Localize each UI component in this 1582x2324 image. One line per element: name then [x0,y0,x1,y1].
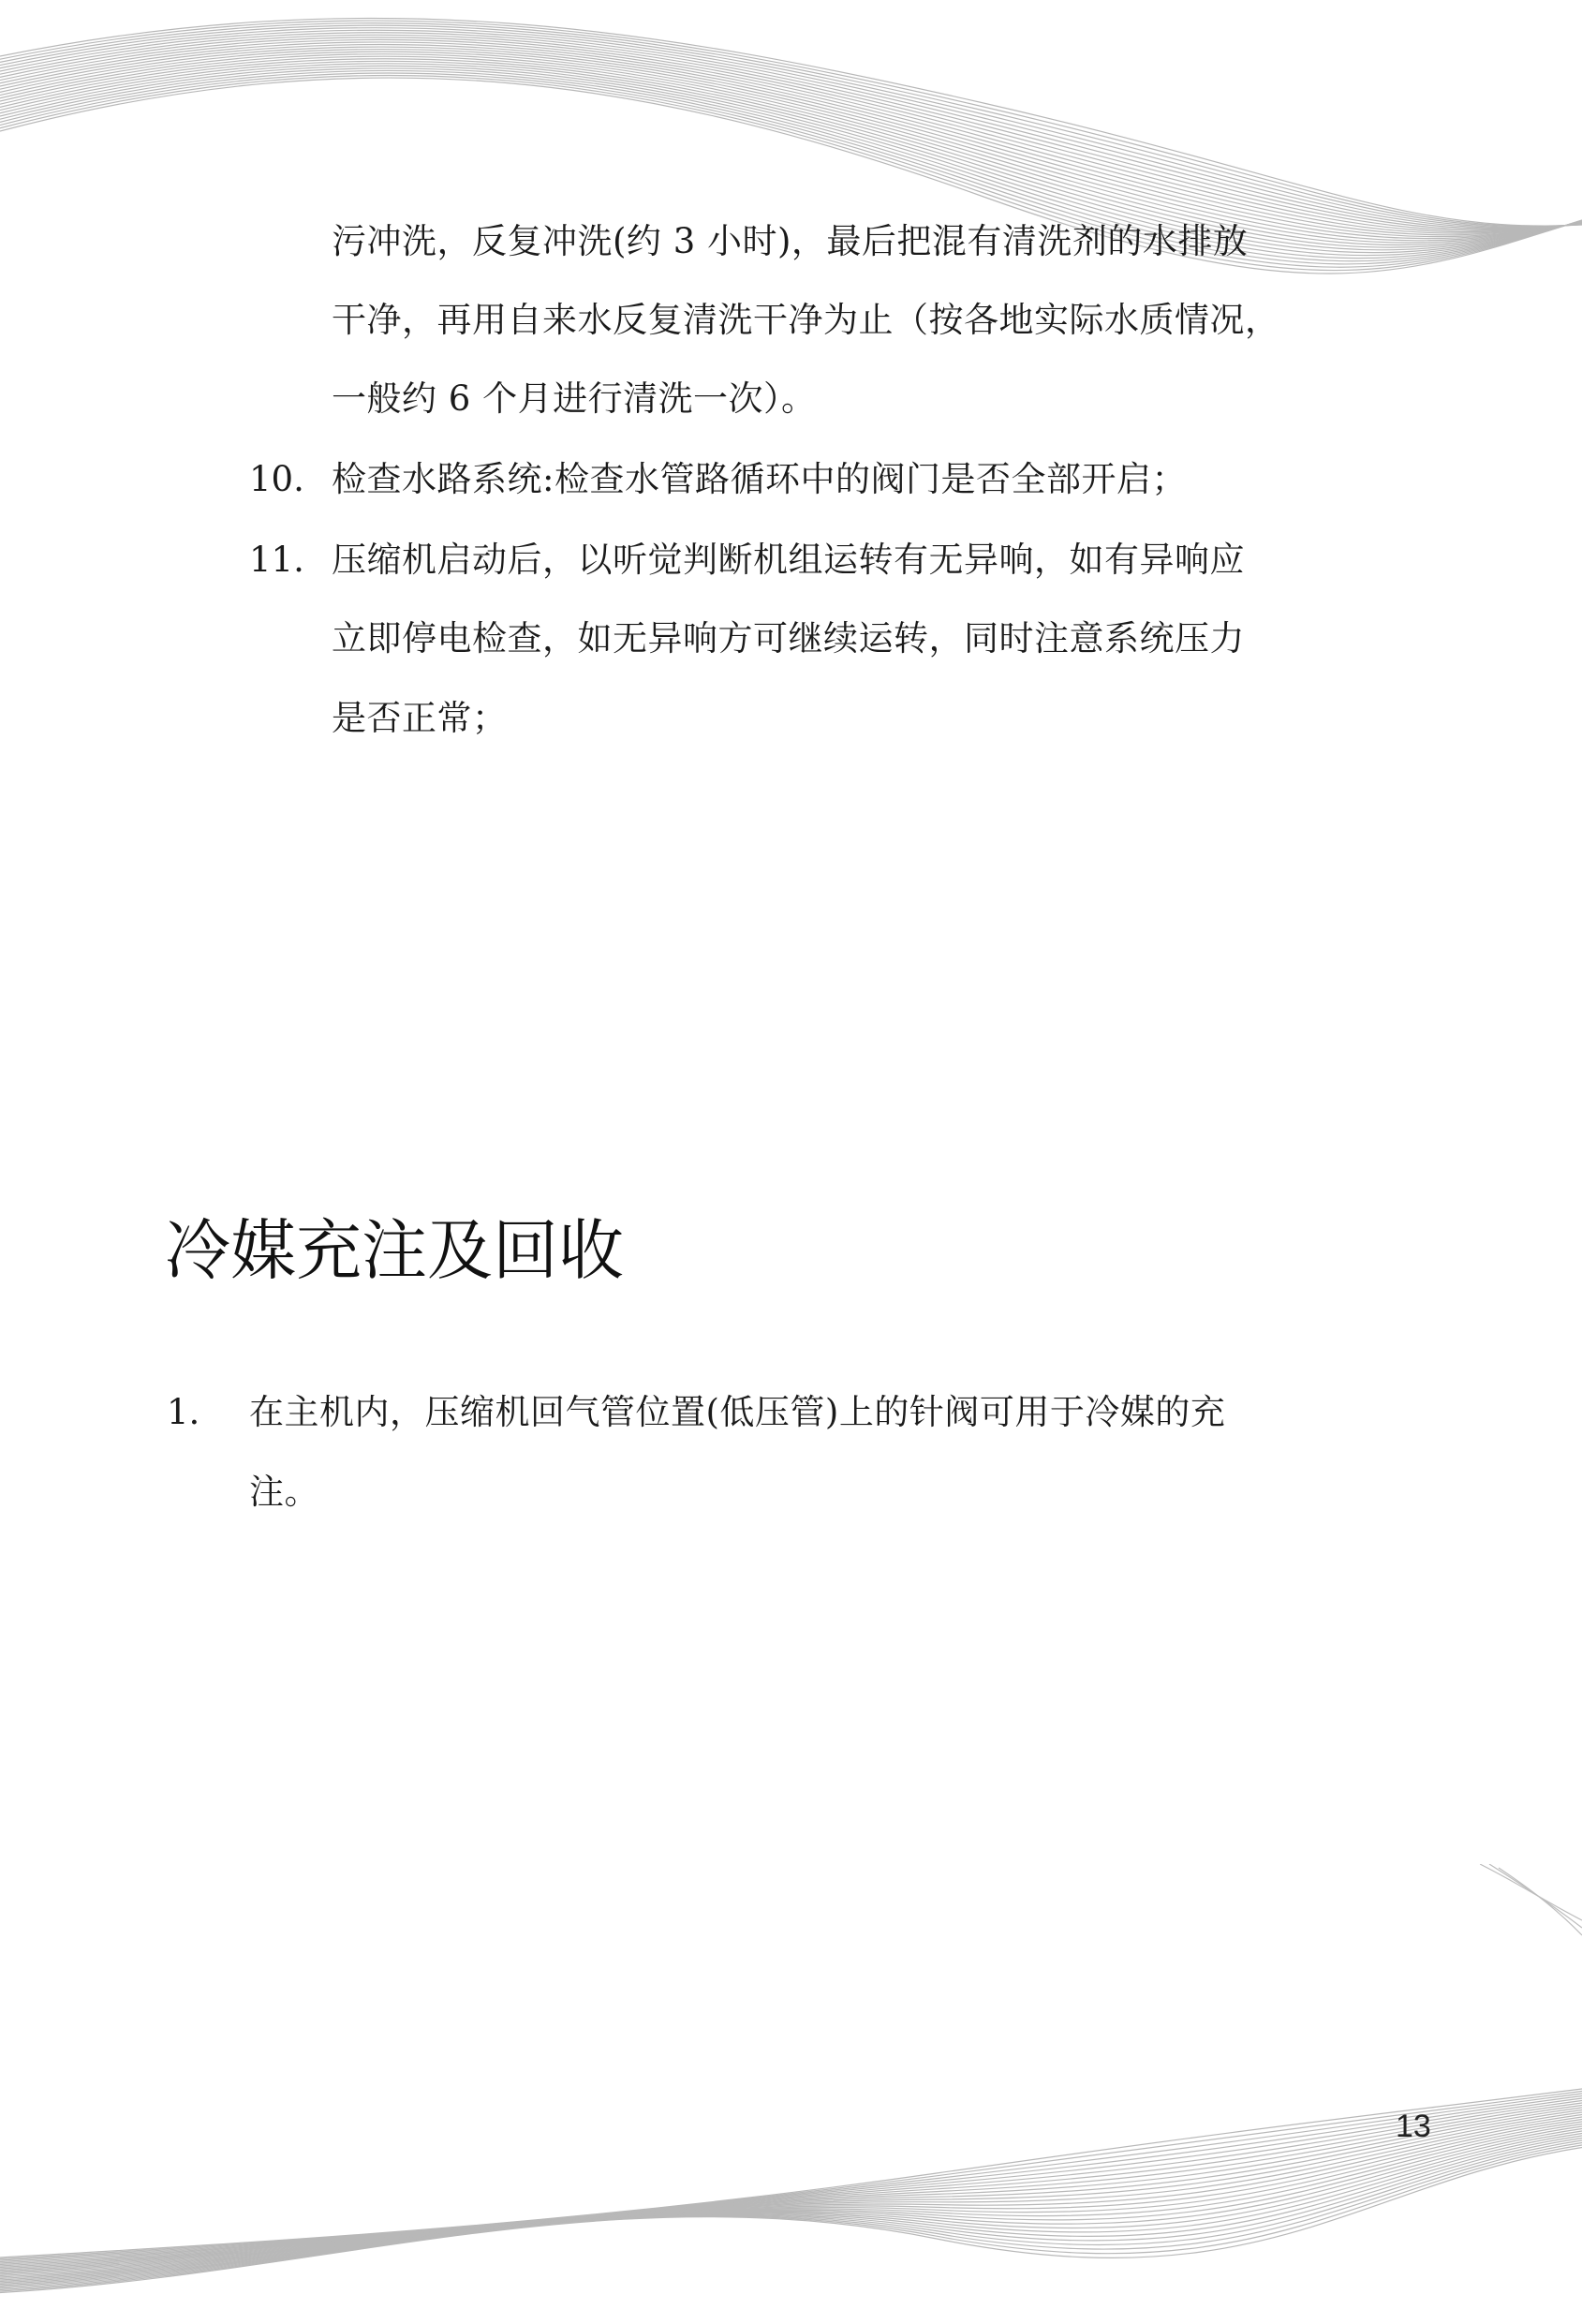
wave-line [0,2134,1582,2285]
wave-line [0,2101,1582,2265]
wave-line [0,2092,1582,2259]
wave-line [0,37,1582,232]
wave-line [0,2098,1582,2263]
wave-line [0,50,1582,241]
wave-line [0,2126,1582,2280]
wave-line [0,2136,1582,2286]
section-title: 冷媒充注及回收 [165,1212,624,1289]
wave-line [0,2148,1582,2293]
wave-line [0,2124,1582,2279]
wave-line [0,2094,1582,2260]
wave-line [0,2112,1582,2272]
wave-line [0,2129,1582,2282]
wave-line [0,21,1582,226]
wave-line [0,2106,1582,2268]
wave-line [0,2089,1582,2257]
wave-line [0,2096,1582,2262]
wave-line [0,2115,1582,2273]
wave-line [0,35,1582,230]
wave-line [0,42,1582,235]
wave-line [0,2143,1582,2290]
list-item-number: 10. [249,459,304,499]
wave-line [0,2122,1582,2277]
wave-line [0,2145,1582,2291]
continuation-line-2: 干净，再用自来水反复清洗干净为止（按各地实际水质情况， [332,300,1280,340]
wave-line [0,52,1582,243]
list-item-number: 11. [249,540,304,580]
list-item-text: 压缩机启动后，以听觉判断机组运转有无异响，如有异响应 [332,540,1245,580]
page-number: 13 [1396,2109,1431,2144]
wave-line [0,25,1582,227]
wave-line [0,2103,1582,2266]
wave-line [0,23,1582,227]
wave-line [0,44,1582,236]
list-item-text: 检查水路系统:检查水管路循环中的阀门是否全部开启； [332,459,1187,499]
wave-line [0,2131,1582,2283]
wave-line [0,33,1582,229]
wave-line [0,28,1582,229]
wave-line [0,18,1582,226]
wave-line [0,2120,1582,2276]
wave-line [0,2108,1582,2269]
list-item-number: 1. [167,1392,200,1432]
bottom-wave-decoration [0,2061,1582,2324]
list-item-text: 是否正常； [332,698,508,738]
continuation-line-3: 一般约 6 个月进行清洗一次）。 [332,378,817,419]
list-item-text: 在主机内，压缩机回气管位置(低压管)上的针阀可用于冷媒的充 [249,1392,1226,1432]
wave-line [0,2139,1582,2287]
wave-line [0,2117,1582,2274]
continuation-line-1: 污冲洗，反复冲洗(约 3 小时)，最后把混有清洗剂的水排放 [332,221,1249,261]
side-wave-decoration [1480,1864,1582,1939]
list-item-text: 注。 [249,1472,319,1512]
wave-line [0,39,1582,233]
wave-line [0,47,1582,239]
wave-line [0,2110,1582,2271]
wave-line [0,30,1582,229]
list-item-text: 立即停电检查，如无异响方可继续运转，同时注意系统压力 [332,618,1245,659]
wave-line [0,2140,1582,2288]
